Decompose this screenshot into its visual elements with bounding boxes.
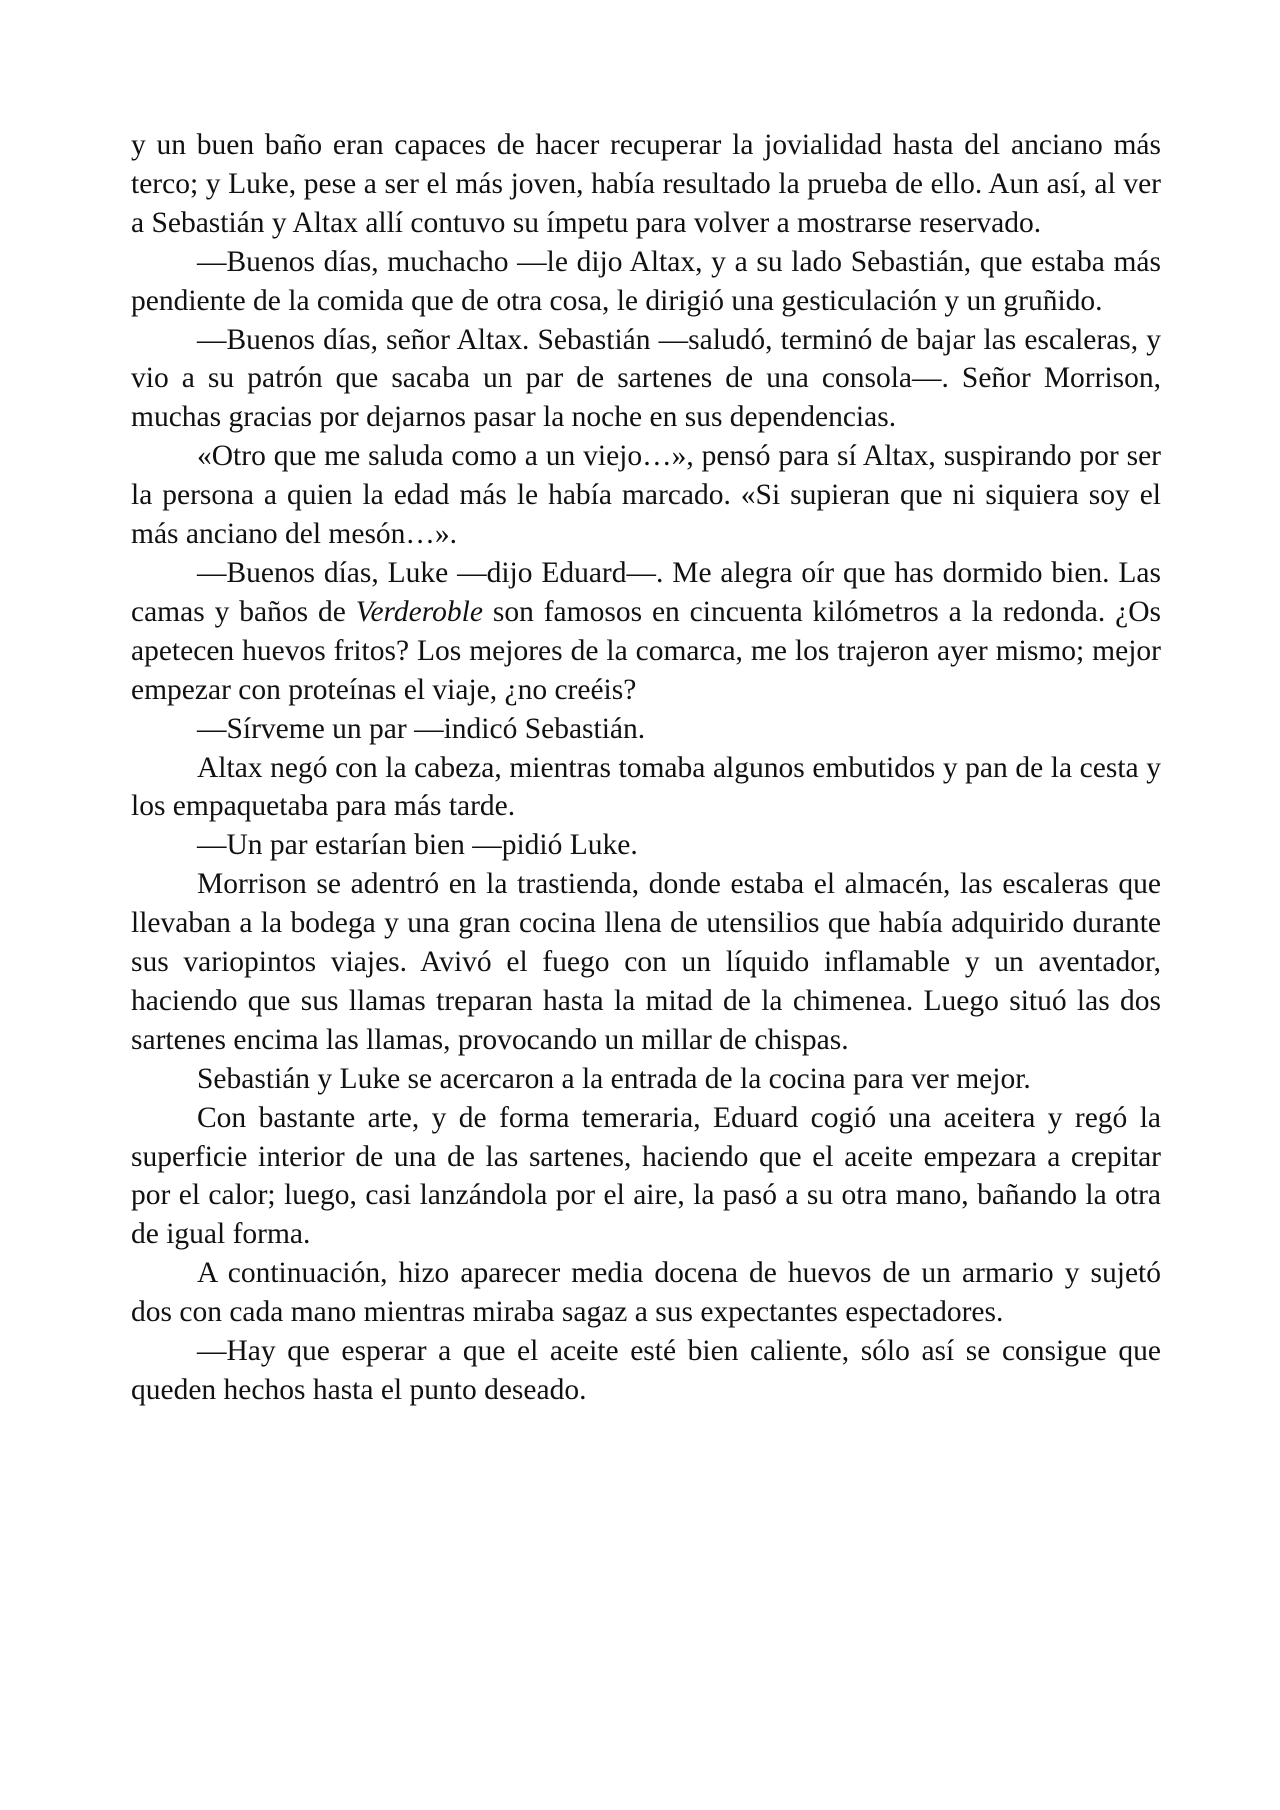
paragraph-3 (131, 321, 1161, 438)
paragraph-text: Altax negó con la cabeza, mientras tomaba algunos embutidos y pan de la cesta y los empaquetaba para más tarde. (131, 751, 1161, 823)
inn-name-italic: Verderoble (355, 595, 483, 628)
paragraph-text: Con bastante arte, y de forma temeraria, Eduard cogió una aceitera y regó la superficie interior de una de las sartenes, haciendo que el aceite empezara a crepitar por el calor; luego, casi lanzándola por el aire, la pasó a su otra mano, bañando la otra de igual forma. (131, 1101, 1161, 1251)
paragraph-text: —Sírveme un par —indicó Sebastián. (197, 712, 646, 745)
paragraph-4 (131, 437, 1161, 554)
paragraph-7 (131, 749, 1161, 827)
paragraph-10 (131, 1060, 1161, 1099)
paragraph-6 (131, 710, 1161, 749)
paragraph-text: Morrison se adentró en la trastienda, donde estaba el almacén, las escaleras que llevaban a la bodega y una gran cocina llena de utensilios que había adquirido durante sus variopintos viajes. Avivó el fuego con un líquido inflamable y un aventador, haciendo que sus llamas treparan hasta la mitad de la chimenea. Luego situó las dos sartenes encima las llamas, provocando un millar de chispas. (131, 868, 1161, 1056)
paragraph-text: —Un par estarían bien —pidió Luke. (197, 829, 638, 862)
paragraph-8 (131, 826, 1161, 865)
book-page (131, 126, 1161, 1410)
paragraph-text: son famosos en cincuenta kilómetros a la redonda. ¿Os apetecen huevos fritos? Los mejores de la comarca, me los trajeron ayer mismo; mejor empezar con proteínas el viaje, ¿no creéis? (131, 595, 1161, 706)
paragraph-12 (131, 1254, 1161, 1332)
paragraph-text: —Buenos días, muchacho —le dijo Altax, y a su lado Sebastián, que estaba más pendiente de la comida que de otra cosa, le dirigió una gesticulación y un gruñido. (131, 245, 1161, 317)
paragraph-2 (131, 243, 1161, 321)
paragraph-11 (131, 1099, 1161, 1255)
paragraph-text: y un buen baño eran capaces de hacer recuperar la jovialidad hasta del anciano más terco; y Luke, pese a ser el más joven, había resultado la prueba de ello. Aun así, al ver a Sebastián y Altax allí contuvo su ímpetu para volver a mostrarse reservado. (131, 129, 1161, 239)
paragraph-text: A continuación, hizo aparecer media docena de huevos de un armario y sujetó dos con cada mano mientras miraba sagaz a sus expectantes espectadores. (131, 1257, 1161, 1329)
paragraph-text: «Otro que me saluda como a un viejo…», pensó para sí Altax, suspirando por ser la persona a quien la edad más le había marcado. «Si supieran que ni siquiera soy el más anciano del mesón…». (131, 440, 1161, 551)
paragraph-13 (131, 1332, 1161, 1410)
paragraph-text: —Buenos días, señor Altax. Sebastián —saludó, terminó de bajar las escaleras, y vio a su patrón que sacaba un par de sartenes de una consola—. Señor Morrison, muchas gracias por dejarnos pasar la noche en sus dependencias. (131, 323, 1161, 434)
paragraph-1 (131, 126, 1161, 243)
paragraph-5 (131, 554, 1161, 710)
paragraph-text: —Hay que esperar a que el aceite esté bien caliente, sólo así se consigue que queden hechos hasta el punto deseado. (131, 1335, 1161, 1406)
paragraph-9 (131, 865, 1161, 1060)
paragraph-text: Sebastián y Luke se acercaron a la entrada de la cocina para ver mejor. (197, 1062, 1031, 1095)
paragraph-text: —Buenos días, Luke —dijo Eduard—. Me alegra oír que has dormido bien. Las camas y baños de (131, 556, 1161, 628)
